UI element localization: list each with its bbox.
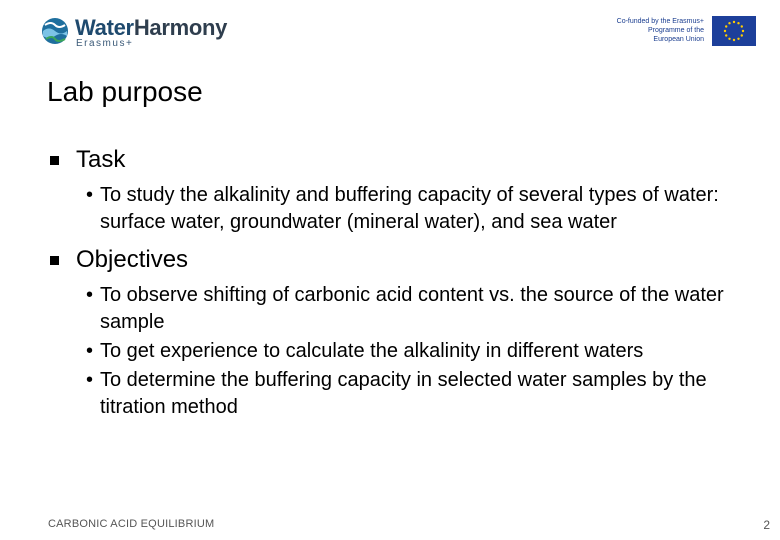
bullet-icon: •	[86, 340, 94, 362]
eu-star-icon	[725, 25, 727, 27]
brand-name-harmony: Harmony	[133, 15, 228, 40]
eu-star-icon	[741, 34, 743, 36]
eu-star-icon	[724, 30, 726, 32]
page-number: 2	[763, 518, 770, 532]
section-heading	[48, 244, 768, 276]
section-task	[48, 144, 768, 236]
eu-cofunding-text: Co-funded by the Erasmus+ Programme of the European Union	[616, 18, 704, 43]
bullet-icon: •	[86, 184, 94, 206]
slide-content	[48, 144, 768, 429]
water-harmony-logo	[40, 14, 240, 50]
square-bullet-icon	[50, 256, 59, 265]
water-drop-icon	[40, 16, 70, 46]
list-item-text: To observe shifting of carbonic acid content vs. the source of the water sample	[100, 284, 724, 333]
bullet-icon: •	[86, 284, 94, 306]
eu-star-icon	[725, 34, 727, 36]
section-heading-text: Objectives	[76, 246, 189, 273]
brand-name-water: Water	[75, 15, 134, 40]
eu-star-icon	[733, 39, 735, 41]
section-heading	[48, 144, 768, 176]
eu-star-icon	[728, 38, 730, 40]
eu-flag-icon	[712, 16, 756, 46]
eu-cofunding-logo	[616, 16, 756, 48]
eu-star-icon	[733, 21, 735, 23]
list-item-text: To determine the buffering capacity in selected water samples by the titration method	[100, 369, 707, 418]
list-item	[48, 282, 760, 336]
list-item-text: To get experience to calculate the alkalinity in different waters	[100, 340, 644, 362]
section-objectives	[48, 244, 768, 421]
brand-subtitle: Erasmus+	[76, 38, 134, 49]
eu-star-icon	[737, 38, 739, 40]
eu-star-icon	[737, 22, 739, 24]
slide-title: Lab purpose	[47, 76, 203, 107]
list-item	[48, 367, 760, 421]
eu-star-icon	[741, 25, 743, 27]
list-item-text: To study the alkalinity and buffering capacity of several types of water: surface water, groundwater (mineral water), and sea water	[100, 184, 719, 233]
eu-star-icon	[742, 30, 744, 32]
bullet-icon: •	[86, 369, 94, 391]
list-item	[48, 182, 760, 236]
section-heading-text: Task	[76, 146, 126, 173]
square-bullet-icon	[50, 156, 59, 165]
footer-label: CARBONIC ACID EQUILIBRIUM	[48, 518, 215, 530]
list-item	[48, 338, 760, 365]
eu-star-icon	[728, 22, 730, 24]
